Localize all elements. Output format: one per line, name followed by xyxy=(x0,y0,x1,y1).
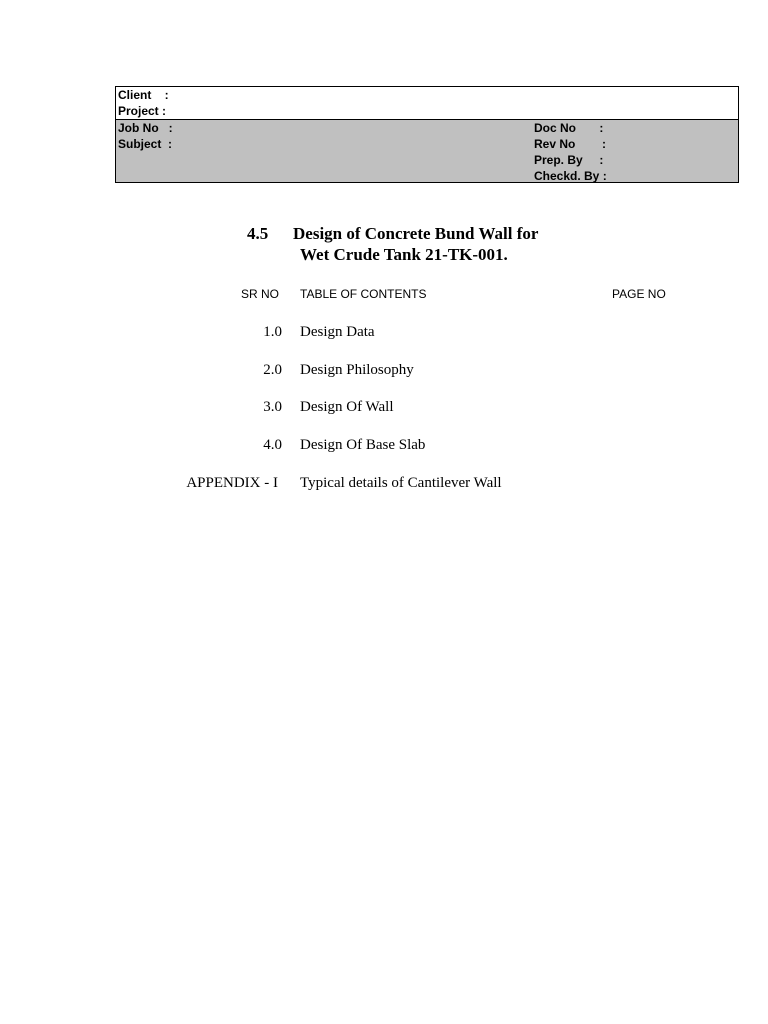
toc-entry-number: 4.0 xyxy=(263,437,282,453)
title-line-1: Design of Concrete Bund Wall for xyxy=(293,224,539,243)
checkd-by-label: Checkd. By : xyxy=(534,169,607,183)
toc-entry-text: Design Of Wall xyxy=(300,399,394,415)
project-label: Project : xyxy=(118,104,167,118)
contents-column-header: TABLE OF CONTENTS xyxy=(300,287,427,301)
toc-entry-text: Design Of Base Slab xyxy=(300,437,426,453)
toc-entry-text: Design Data xyxy=(300,324,375,340)
page-no-column-header: PAGE NO xyxy=(612,287,666,301)
prep-by-label: Prep. By : xyxy=(534,153,604,167)
title-line-2: Wet Crude Tank 21-TK-001. xyxy=(300,245,508,264)
subject-label: Subject : xyxy=(118,137,173,151)
toc-entry-number: 1.0 xyxy=(263,324,282,340)
section-number: 4.5 xyxy=(247,224,269,243)
document-header-box xyxy=(115,86,739,183)
job-no-label: Job No : xyxy=(118,121,173,135)
toc-entry-number: APPENDIX - I xyxy=(186,475,278,491)
header-job-details-section xyxy=(116,120,738,182)
rev-no-label: Rev No : xyxy=(534,137,607,151)
toc-entry-number: 2.0 xyxy=(263,362,282,378)
doc-no-label: Doc No : xyxy=(534,121,604,135)
toc-entry-text: Typical details of Cantilever Wall xyxy=(300,475,502,491)
toc-entry-number: 3.0 xyxy=(263,399,282,415)
sr-no-column-header: SR NO xyxy=(241,287,280,301)
toc-entry-text: Design Philosophy xyxy=(300,362,414,378)
header-client-project-section xyxy=(116,87,738,120)
client-label: Client : xyxy=(118,88,169,102)
